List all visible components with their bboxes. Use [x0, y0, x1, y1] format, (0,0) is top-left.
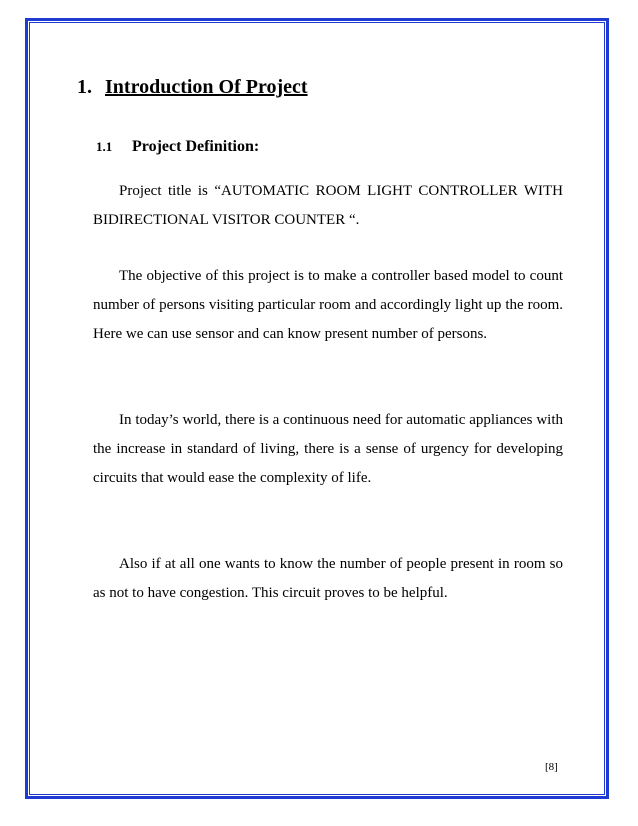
- chapter-title: Introduction Of Project: [105, 76, 308, 98]
- paragraph-need: In today’s world, there is a continuous need for automatic appliances with the increase in standard of living, there is a sense of urgency for developing circuits that would ease the complexity of life.: [93, 412, 563, 486]
- chapter-number: 1.: [77, 76, 92, 98]
- section-title: Project Definition:: [132, 138, 260, 155]
- section-number: 1.1: [96, 139, 113, 154]
- paragraph-helpful: Also if at all one wants to know the number of people present in room so as not to have congestion. This circuit proves to be helpful.: [93, 556, 563, 601]
- section-heading: [96, 131, 259, 158]
- paragraph-project-title: Project title is “AUTOMATIC ROOM LIGHT CONTROLLER WITH BIDIRECTIONAL VISITOR COUNTER “.: [93, 183, 563, 228]
- chapter-heading: [77, 76, 308, 99]
- paragraph-objective: The objective of this project is to make a controller based model to count number of persons visiting particular room and accordingly light up the room. Here we can use sensor and can know present number of persons.: [93, 268, 563, 342]
- page-number: [8]: [545, 761, 558, 773]
